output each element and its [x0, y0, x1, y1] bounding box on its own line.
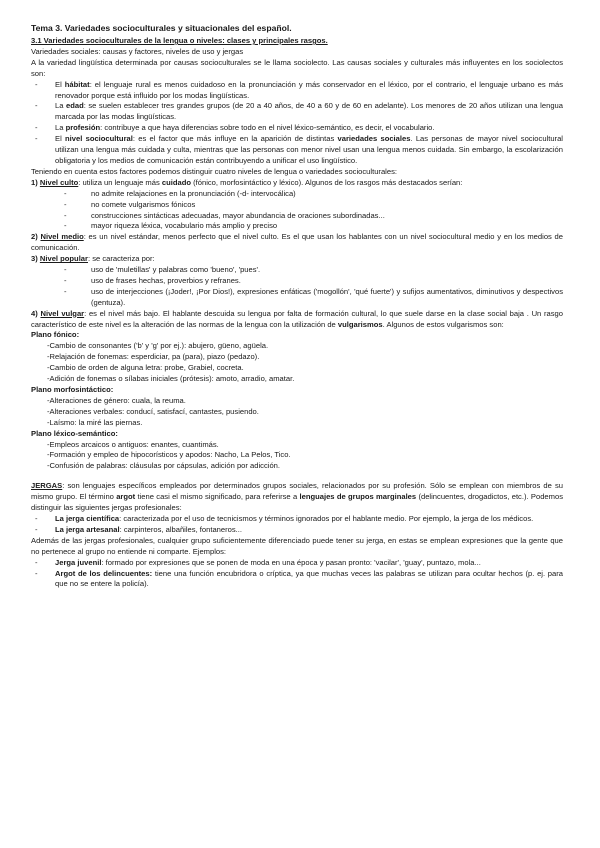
plano-item: -Relajación de fonemas: esperdiciar, pa (para), piazo (pedazo). [47, 352, 260, 362]
intro-line: Variedades sociales: causas y factores, niveles de uso y jergas [31, 46, 244, 56]
factor-profesion: - La profesión: contribuye a que haya diferencias sobre todo en el nivel léxico-semántico, es decir, el vocabulario. [31, 123, 563, 134]
jerga-juvenil: - Jerga juvenil: formado por expresiones que se ponen de moda en una época y pasan pronto: 'vacilar', 'guay', puntazo, mola... [31, 558, 563, 569]
plano-item: -Confusión de palabras: cláusulas por cápsulas, adición por adicción. [47, 461, 281, 471]
list-item: - uso de 'muletillas' y palabras como 'bueno', 'pues'. [31, 265, 563, 276]
plano-item: -Cambio de orden de alguna letra: probe, Grabiel, cocreta. [47, 363, 244, 373]
plano-item: -Adición de fonemas o sílabas iniciales (prótesis): amoto, arradio, amatar. [47, 374, 295, 384]
list-item: - no comete vulgarismos fónicos [31, 200, 563, 211]
jergas-paragraph: JERGAS: son lenguajes específicos empleados por determinados grupos sociales, relacionados por su profesión. Sólo se emplean con miembros de su mismo grupo. El término argot tiene casi el mismo significado, para referirse a lenguajes de grupos marginales (delincuentes, drogadictos, etc.). Podemos distinguir las siguientes jergas profesionales: [31, 481, 563, 513]
plano-item: -Cambio de consonantes ('b' y 'g' por ej.): abujero, güeno, agüela. [47, 341, 269, 351]
factor-edad: - La edad: se suelen establecer tres grandes grupos (de 20 a 40 años, de 40 a 60 y de 60 en adelante). Los menores de 20 años utilizan una lengua marcada por las modas lingüísticas. [31, 101, 563, 123]
plano-heading: Plano léxico-semántico: [31, 428, 118, 438]
list-item: - uso de frases hechas, proverbios y refranes. [31, 276, 563, 287]
section-heading: 3.1 Variedades socioculturales de la lengua o niveles: clases y principales rasgos. [31, 36, 328, 45]
jergas-other-paragraph: Además de las jergas profesionales, cualquier grupo suficientemente diferenciado puede tener su jerga, en estas se emplean expresiones que la gente que no pertenece al grupo no entiende ni comparte. Ejemplos: [31, 535, 563, 556]
document-title: Tema 3. Variedades socioculturales y situacionales del español. [31, 23, 292, 33]
jerga-cientifica: - La jerga científica: caracterizada por el uso de tecnicismos y términos ignorados por el hablante medio. Por ejemplo, la jerga de los médicos. [31, 514, 563, 525]
level-medio: 2) Nivel medio: es un nivel estándar, menos perfecto que el nivel culto. Es el que usan los hablantes con un nivel sociocultural medio y en los medios de comunicación. [31, 232, 563, 253]
levels-intro: Teniendo en cuenta estos factores podemos distinguir cuatro niveles de lengua o variedades socioculturales: [31, 166, 397, 176]
argot-delincuentes: - Argot de los delincuentes: tiene una función encubridora o críptica, ya que muchas veces las palabras se utilizan para ocultar hechos (p. ej. para que no se entere la policía). [31, 569, 563, 591]
document-page [31, 22, 563, 590]
list-item: - construcciones sintácticas adecuadas, mayor abundancia de oraciones subordinadas... [31, 211, 563, 222]
level-popular: 3) Nivel popular: se caracteriza por: [31, 254, 155, 264]
plano-item: -Alteraciones de género: cuala, la reuma. [47, 395, 186, 405]
plano-heading: Plano morfosintáctico: [31, 385, 114, 394]
plano-item: -Formación y empleo de hipocorísticos y apodos: Nacho, La Pelos, Tico. [47, 450, 291, 460]
intro-paragraph: A la variedad lingüística determinada por causas socioculturales se le llama sociolecto. Las causas sociales y culturales más influyentes en los sociolectos son: [31, 57, 563, 78]
list-item: - no admite relajaciones en la pronunciación (-d- intervocálica) [31, 189, 563, 200]
level-vulgar: 4) Nivel vulgar: es el nivel más bajo. El hablante descuida su lengua por falta de formación cultural, lo que suele darse en la clase social baja . Un rasgo característico de este nivel es la alteración de las normas de la lengua con la utilización de vulgarismos. Algunos de estos vulgarismos son: [31, 308, 563, 329]
list-item: - uso de interjecciones (¡Joder!, ¡Por Dios!), expresiones enfáticas ('mogollón', 'qué fuerte') y sufijos aumentativos, diminutivos y despectivos (gentuza). [31, 287, 563, 309]
factor-nivel-sociocultural: - El nivel sociocultural: es el factor que más influye en la aparición de distintas variedades sociales. Las personas de mayor nivel sociocultural utilizan una lengua más cuidada y culta, mientras que las personas con menor nivel usan una lengua menos cuidada. Sin embargo, la escolarización obligatoria y los medios de comunicación están contribuyendo a unificar el uso lingüístico. [31, 134, 563, 167]
plano-item: -Empleos arcaicos o antiguos: enantes, cuantimás. [47, 439, 219, 449]
factor-habitat: - El hábitat: el lenguaje rural es menos cuidadoso en la pronunciación y más conservador en el léxico, por el contrario, el lenguaje urbano es más renovador porque está influido por los modas lingüísticas. [31, 80, 563, 102]
plano-item: -Laísmo: la miré las piernas. [47, 417, 143, 427]
list-item: - mayor riqueza léxica, vocabulario más amplio y preciso [31, 221, 563, 232]
plano-heading: Plano fónico: [31, 330, 80, 340]
plano-item: -Alteraciones verbales: conducí, satisfací, cantastes, pusiendo. [47, 406, 259, 416]
jerga-artesanal: - La jerga artesanal: carpinteros, albañiles, fontaneros... [31, 525, 563, 536]
level-culto: 1) Nivel culto: utiliza un lenguaje más cuidado (fónico, morfosintáctico y léxico). Algunos de los rasgos más destacados serían: [31, 177, 463, 187]
